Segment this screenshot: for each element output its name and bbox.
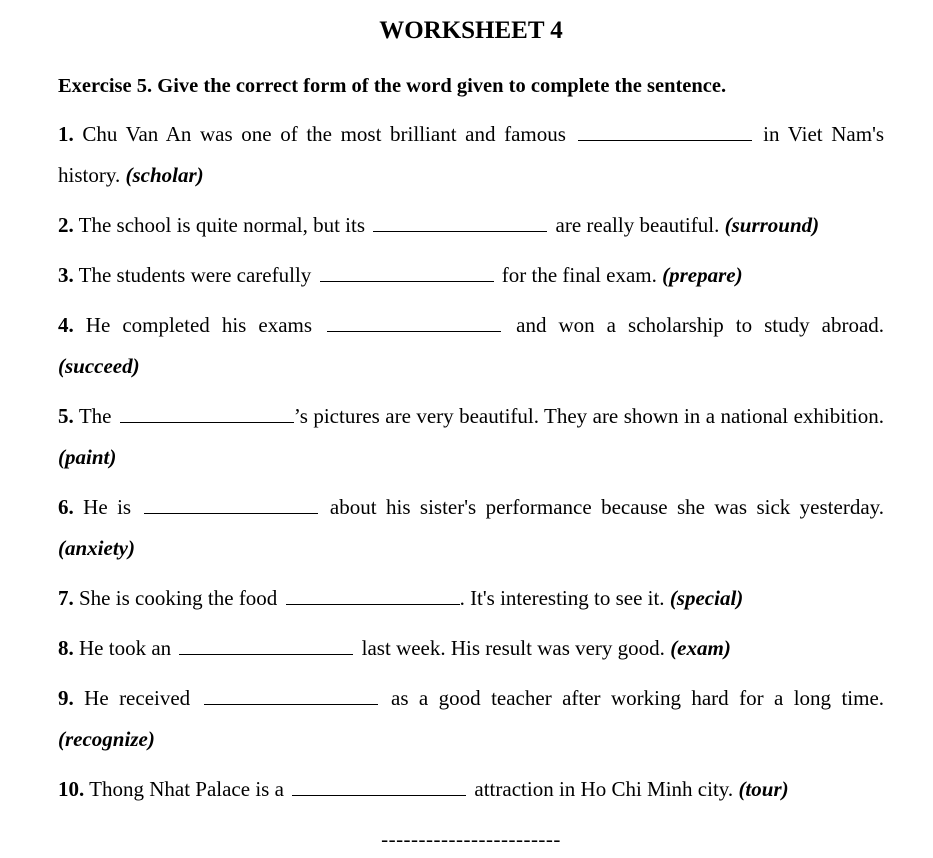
item-word-hint: (succeed) [58,354,140,378]
item-word-hint: (special) [669,586,744,610]
item-number: 2. [58,213,74,237]
exercise-item-1 [58,114,884,196]
page-title: WORKSHEET 4 [379,17,563,44]
exercise-item-9 [58,678,884,760]
item-word-hint: (scholar) [125,163,204,187]
item-text-before: He received [84,686,191,710]
exercise-item-5 [58,396,884,478]
item-text-after: for the final exam. [501,263,657,287]
exercise-item-6 [58,487,884,569]
item-word-hint: (surround) [724,213,820,237]
answer-blank[interactable] [120,421,294,423]
item-number: 4. [58,313,74,337]
item-word-hint: (anxiety) [58,536,135,560]
item-text-after: last week. His result was very good. [361,636,665,660]
item-text-after: about his sister's performance because she was sick yesterday. [329,495,885,519]
item-word-hint: (prepare) [662,263,743,287]
item-text-before: The school is quite normal, but its [78,213,366,237]
answer-blank[interactable] [578,139,752,141]
answer-blank[interactable] [179,653,353,655]
item-number: 9. [58,686,74,710]
item-word-hint: (paint) [58,445,117,469]
exercise-item-2 [58,205,884,246]
item-text-before: He took an [79,636,172,660]
item-text-before: Thong Nhat Palace is a [89,777,284,801]
item-text-before: The [78,404,112,428]
item-text-after: in Viet Nam's history. [58,122,885,187]
answer-blank[interactable] [286,603,460,605]
item-number: 6. [58,495,74,519]
item-text-before: He completed his exams [85,313,313,337]
item-number: 5. [58,404,74,428]
answer-blank[interactable] [373,230,547,232]
item-number: 1. [58,122,74,146]
answer-blank[interactable] [327,330,501,332]
item-number: 8. [58,636,74,660]
item-text-before: He is [83,495,132,519]
answer-blank[interactable] [144,512,318,514]
item-text-after: as a good teacher after working hard for a long time. [391,686,885,710]
exercise-instruction: Exercise 5. Give the correct form of the word given to complete the sentence. [58,75,727,97]
exercise-item-4 [58,305,884,387]
item-text-after: and won a scholarship to study abroad. [516,313,885,337]
answer-blank[interactable] [292,794,466,796]
exercise-item-10 [58,769,884,810]
item-text-after: are really beautiful. [555,213,720,237]
exercise-item-3 [58,255,884,296]
item-text-after: . It's interesting to see it. [459,586,665,610]
item-text-before: She is cooking the food [79,586,278,610]
item-text-before: The students were carefully [78,263,312,287]
item-text-after: attraction in Ho Chi Minh city. [474,777,734,801]
answer-blank[interactable] [204,703,378,705]
end-divider: ------------------------ [381,827,561,851]
item-number: 3. [58,263,74,287]
item-text-after: ’s pictures are very beautiful. They are shown in a national exhibition. [293,404,884,428]
answer-blank[interactable] [320,280,494,282]
item-word-hint: (recognize) [58,727,155,751]
item-text-before: Chu Van An was one of the most brilliant and famous [82,122,566,146]
item-number: 7. [58,586,74,610]
item-word-hint: (tour) [738,777,789,801]
item-number: 10. [58,777,85,801]
exercise-item-8 [58,628,884,669]
item-word-hint: (exam) [670,636,731,660]
exercise-item-7 [58,578,884,619]
